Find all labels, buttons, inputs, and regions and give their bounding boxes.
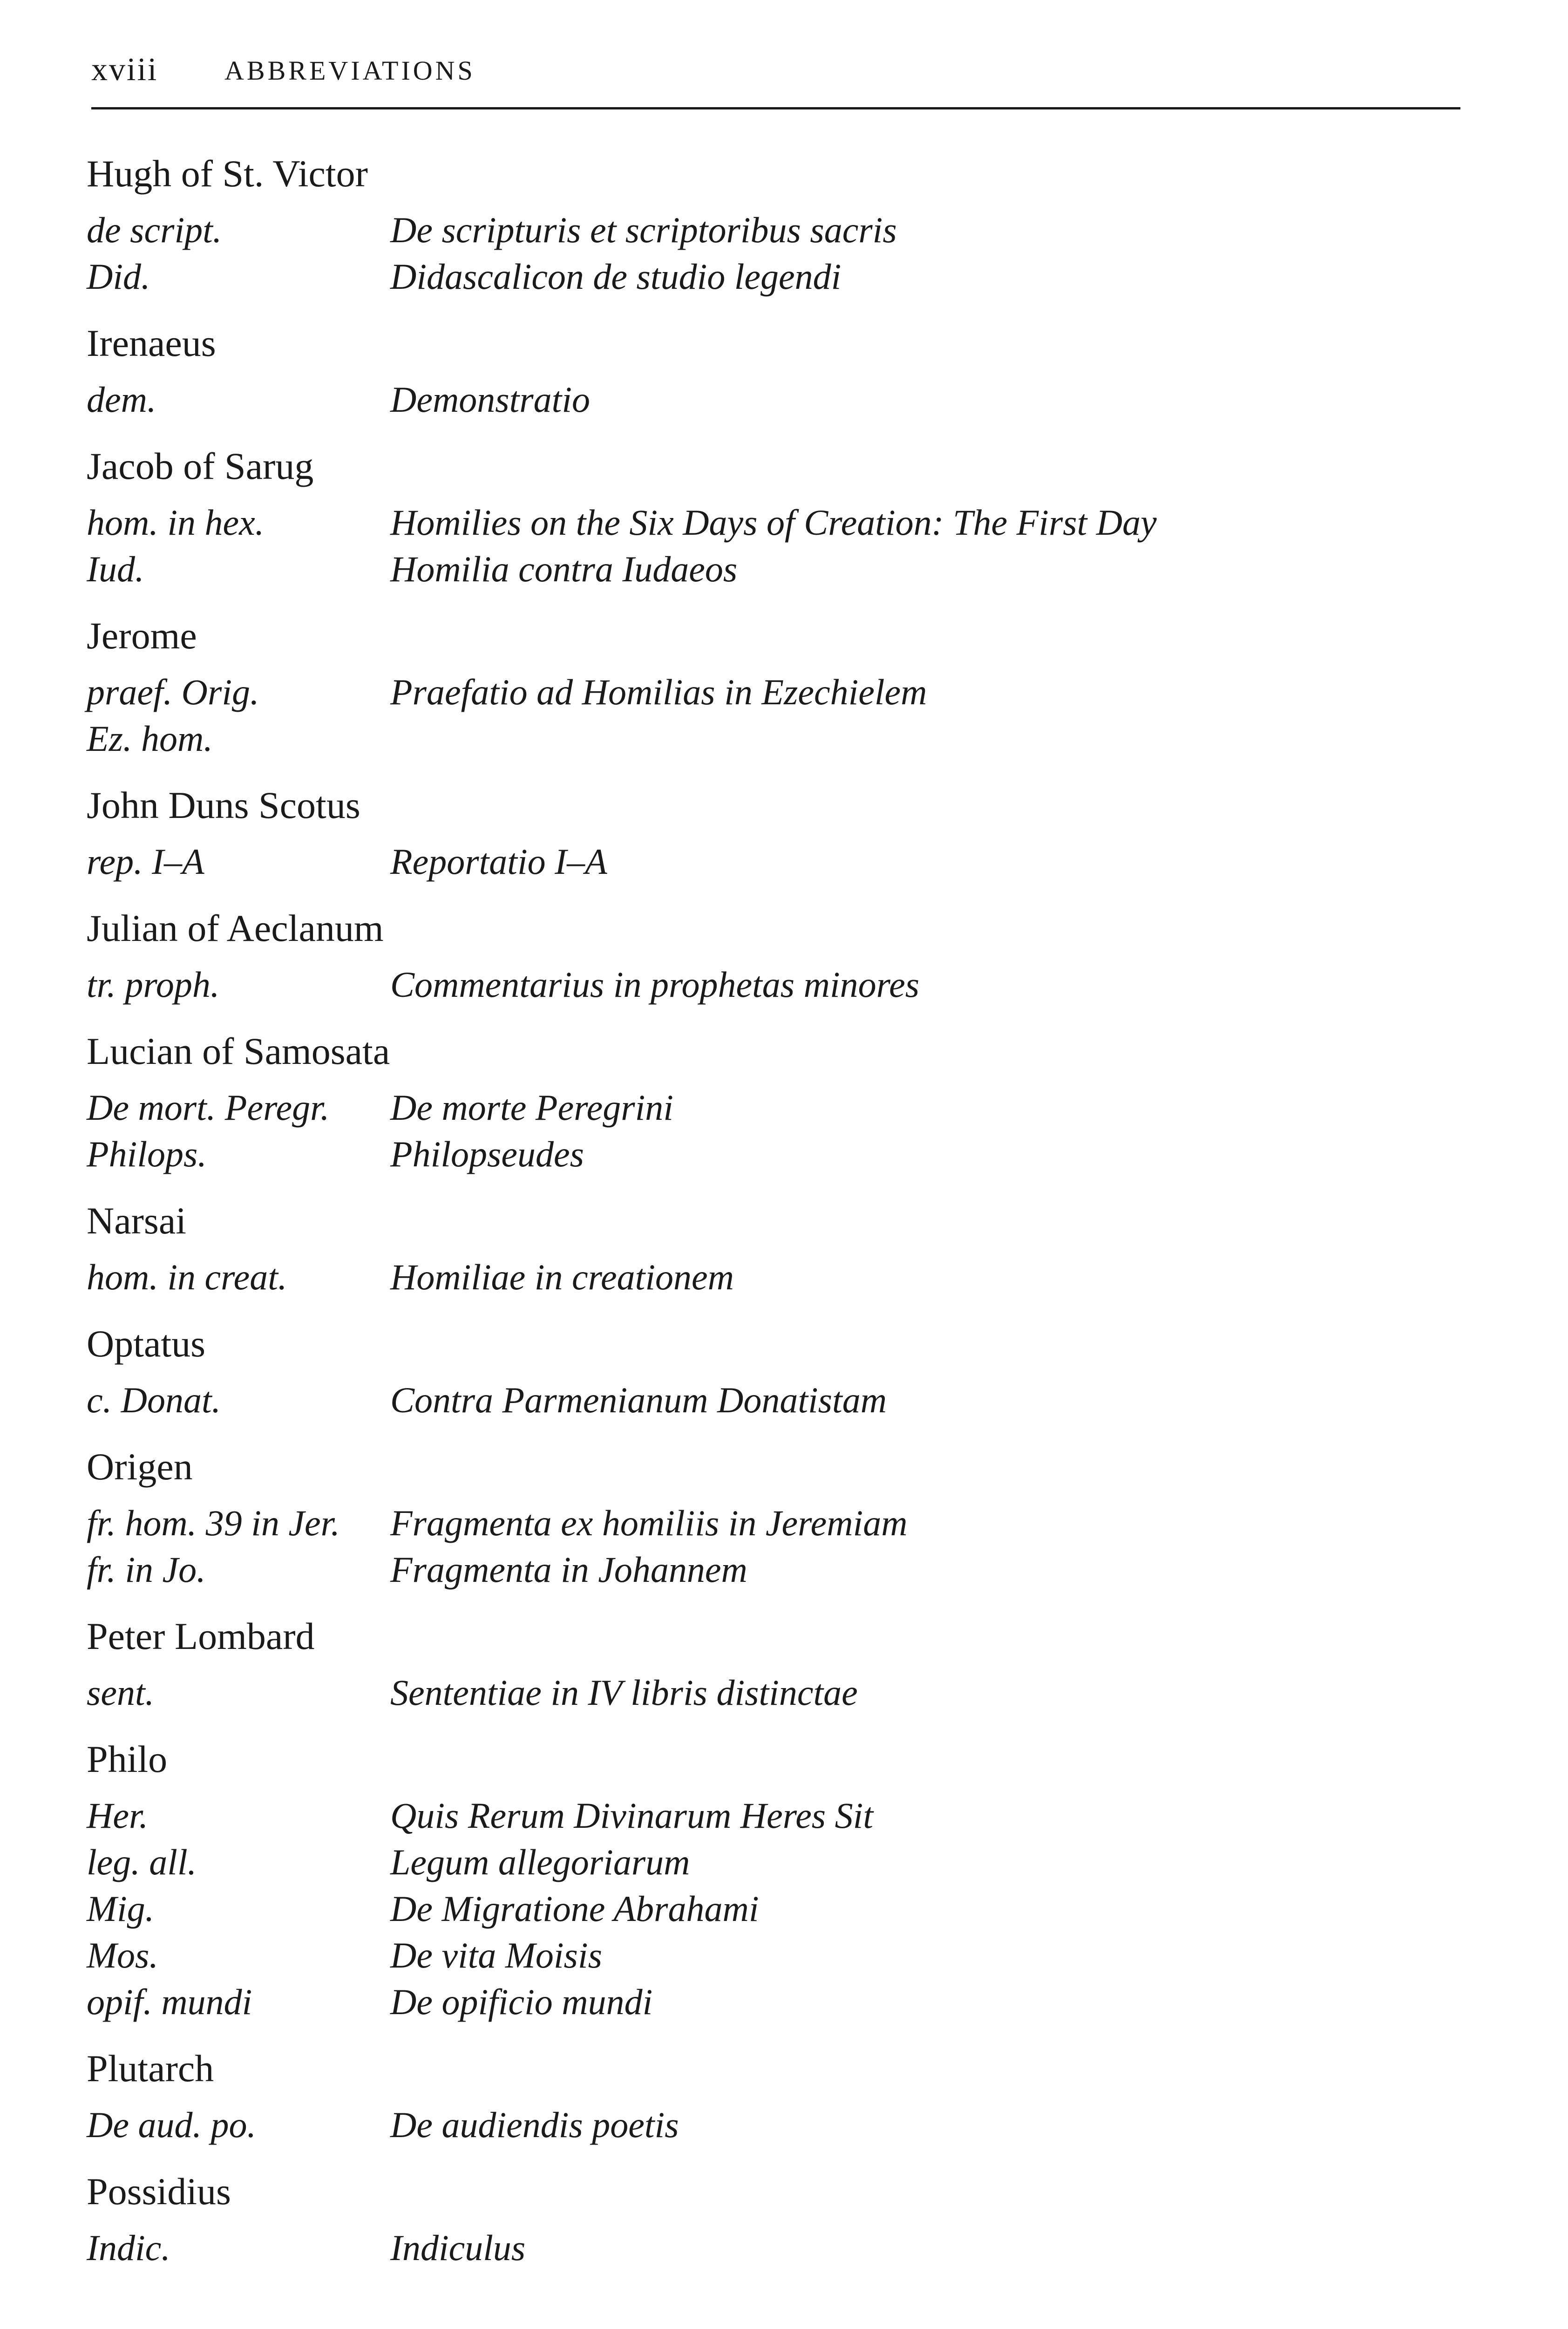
abbreviation-entry [87,1131,1437,1178]
entry-list [87,838,1437,885]
abbreviation-entry [87,499,1437,546]
work-title: Legum allegoriarum [390,1842,690,1882]
entry-list [87,376,1437,423]
abbreviation: opif. mundi [87,1982,252,2022]
abbreviations-list [87,150,1437,2291]
work-title: Sententiae in IV libris distinctae [390,1672,858,1713]
work-title: Homilia contra Iudaeos [390,549,738,589]
abbreviation: praef. Orig. [87,672,259,712]
author-block [87,1736,1437,2025]
author-name: Irenaeus [87,322,216,364]
entry-list [87,1792,1437,2025]
work-title: De scripturis et scriptoribus sacris [390,210,897,250]
work-title: Quis Rerum Divinarum Heres Sit [390,1795,874,1836]
entry-list [87,1084,1437,1178]
author-block [87,2045,1437,2148]
author-block [87,150,1437,300]
abbreviation: c. Donat. [87,1380,221,1420]
abbreviation: Iud. [87,549,144,589]
author-name: Possidius [87,2170,231,2213]
abbreviation-entry [87,1886,1437,1932]
entry-list [87,961,1437,1008]
abbreviation: dem. [87,379,156,420]
abbreviation-entry [87,961,1437,1008]
abbreviation-entry [87,838,1437,885]
author-block [87,1028,1437,1178]
work-title: Reportatio I–A [390,841,607,882]
author-block [87,612,1437,762]
work-title: De opificio mundi [390,1982,653,2022]
abbreviation: De aud. po. [87,2104,256,2145]
abbreviation-entry [87,1084,1437,1131]
abbreviation-entry [87,207,1437,253]
abbreviation-entry [87,715,1437,762]
author-name: Plutarch [87,2047,214,2090]
entry-list [87,1254,1437,1301]
entry-list [87,207,1437,300]
author-name: Peter Lombard [87,1615,315,1657]
abbreviation-entry [87,253,1437,300]
abbreviation-entry [87,1546,1437,1593]
abbreviation-entry [87,2102,1437,2148]
abbreviation-entry [87,1979,1437,2025]
abbreviation: leg. all. [87,1842,197,1882]
abbreviation: tr. proph. [87,964,220,1005]
abbreviation-entry [87,2225,1437,2271]
author-name: Philo [87,1738,168,1780]
entry-list [87,1500,1437,1593]
author-block [87,443,1437,592]
abbreviation: sent. [87,1672,155,1713]
abbreviation-entry [87,1839,1437,1886]
abbreviation-entry [87,1254,1437,1301]
work-title: Homilies on the Six Days of Creation: The First Day [390,502,1157,543]
abbreviation: Philops. [87,1134,207,1174]
work-title: Indiculus [390,2227,526,2268]
entry-list [87,499,1437,592]
author-block [87,905,1437,1008]
work-title: Philopseudes [390,1134,584,1174]
author-block [87,1197,1437,1301]
abbreviation-entry [87,546,1437,592]
abbreviation: De mort. Peregr. [87,1087,330,1128]
author-block [87,782,1437,885]
author-block [87,320,1437,423]
author-name: John Duns Scotus [87,784,360,826]
running-head: ABBREVIATIONS [224,55,475,86]
abbreviation: Did. [87,256,150,297]
entry-list [87,1377,1437,1423]
abbreviation: Ez. hom. [87,718,213,759]
entry-list [87,669,1437,762]
abbreviation-entry [87,1500,1437,1546]
abbreviation: hom. in hex. [87,502,265,543]
abbreviation: fr. in Jo. [87,1549,206,1590]
author-name: Lucian of Samosata [87,1030,390,1072]
work-title: Homiliae in creationem [390,1257,734,1297]
work-title: Demonstratio [390,379,590,420]
page-number: xviii [91,52,158,88]
work-title: Praefatio ad Homilias in Ezechielem [390,672,927,712]
author-name: Narsai [87,1199,187,1242]
work-title: Commentarius in prophetas minores [390,964,920,1005]
author-name: Hugh of St. Victor [87,152,368,195]
abbreviation-entry [87,1932,1437,1979]
work-title: Didascalicon de studio legendi [390,256,842,297]
entry-list [87,2225,1437,2271]
abbreviation-entry [87,1669,1437,1716]
page-header [91,51,1460,109]
author-name: Optatus [87,1322,206,1365]
abbreviation: de script. [87,210,222,250]
work-title: Fragmenta ex homiliis in Jeremiam [390,1503,908,1543]
author-name: Jerome [87,614,197,657]
abbreviation: Mos. [87,1935,158,1975]
work-title: Contra Parmenianum Donatistam [390,1380,887,1420]
abbreviation: Mig. [87,1888,155,1929]
abbreviation-entry [87,1792,1437,1839]
abbreviation-entry [87,376,1437,423]
author-block [87,1443,1437,1593]
abbreviation: Her. [87,1795,149,1836]
author-name: Julian of Aeclanum [87,907,384,949]
author-block [87,1320,1437,1423]
abbreviation: hom. in creat. [87,1257,287,1297]
author-name: Origen [87,1445,193,1488]
work-title: De audiendis poetis [390,2104,679,2145]
author-block [87,1613,1437,1716]
abbreviation-entry [87,1377,1437,1423]
work-title: De vita Moisis [390,1935,602,1975]
work-title: Fragmenta in Johannem [390,1549,747,1590]
abbreviation: Indic. [87,2227,170,2268]
author-block [87,2168,1437,2271]
author-name: Jacob of Sarug [87,445,314,487]
abbreviation: fr. hom. 39 in Jer. [87,1503,340,1543]
abbreviation-entry [87,669,1437,715]
abbreviation: rep. I–A [87,841,204,882]
work-title: De morte Peregrini [390,1087,673,1128]
entry-list [87,1669,1437,1716]
entry-list [87,2102,1437,2148]
work-title: De Migratione Abrahami [390,1888,759,1929]
